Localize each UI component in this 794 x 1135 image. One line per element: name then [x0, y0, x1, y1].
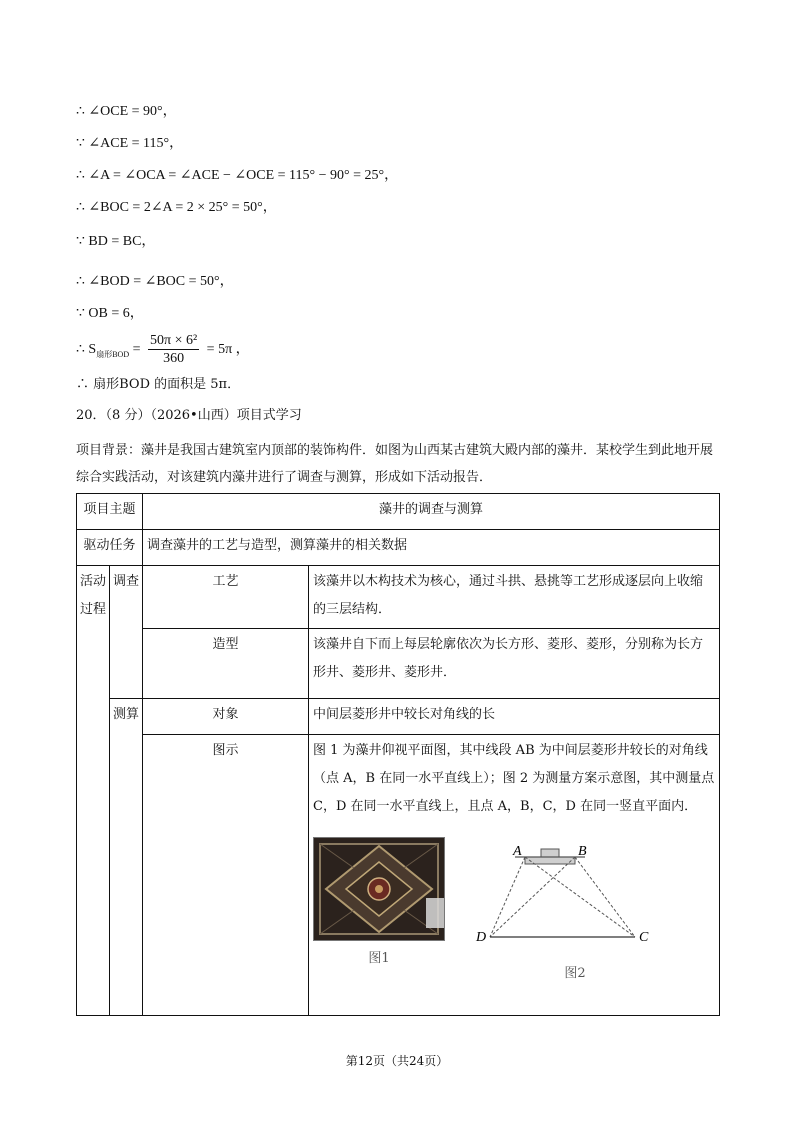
craft-label: 工艺 — [143, 566, 309, 629]
task-label: 驱动任务 — [77, 530, 143, 566]
craft-value: 该藻井以木构技术为核心，通过斗拱、悬挑等工艺形成逐层向上收缩的三层结构． — [309, 566, 720, 629]
figure-1 — [313, 837, 445, 973]
solution-line-1: ∴ ∠OCE = 90°， — [76, 104, 177, 119]
diagram-label: 图示 — [143, 735, 309, 1016]
caisson-photo — [313, 837, 445, 941]
process-label: 活动过程 — [77, 566, 110, 1016]
problem-header: 20．（8 分）（2026•山西）项目式学习 — [76, 408, 302, 423]
figure-2-caption: 图2 — [564, 966, 586, 981]
point-label-c: C — [639, 930, 649, 945]
fraction-numerator: 50π × 6² — [150, 333, 198, 349]
fraction-denominator: 360 — [163, 351, 185, 367]
shape-value: 该藻井自下而上每层轮廓依次为长方形、菱形、菱形，分别称为长方形井、菱形井、菱形井． — [309, 629, 720, 699]
project-background: 项目背景：藻井是我国古建筑室内顶部的装饰构件．如图为山西某古建筑大殿内部的藻井．某校学生到此地开展综合实践活动，对该建筑内藻井进行了调查与测算，形成如下活动报告． — [76, 443, 714, 485]
sector-formula-prefix: ∴ S — [76, 342, 97, 357]
survey-label: 调查 — [110, 566, 143, 699]
task-value: 调查藻井的工艺与造型，测算藻井的相关数据 — [143, 530, 720, 566]
object-value: 中间层菱形井中较长对角线的长 — [309, 699, 720, 735]
sector-formula-subscript: 扇形BOD — [96, 349, 130, 359]
solution-line-5: ∵ BD = BC， — [76, 234, 156, 249]
solution-line-7: ∵ OB = 6， — [76, 306, 144, 321]
diagram-description: 图 1 为藻井仰视平面图，其中线段 AB 为中间层菱形井较长的对角线（点 A，B 在同一水平直线上）；图 2 为测量方案示意图，其中测量点 C，D 在同一水平直线上，且点 A，B，C，D 在同一竖直平面内． — [313, 743, 715, 814]
solution-line-4: ∴ ∠BOC = 2∠A = 2 × 25° = 50°， — [76, 200, 277, 215]
topic-label: 项目主题 — [77, 494, 143, 530]
solution-line-6: ∴ ∠BOD = ∠BOC = 50°， — [76, 274, 234, 289]
sector-formula-result: = 5π ， — [206, 342, 250, 357]
point-label-a: A — [513, 844, 522, 859]
solution-line-3: ∴ ∠A = ∠OCA = ∠ACE − ∠OCE = 115° − 90° = 25°， — [76, 168, 399, 183]
measurement-diagram — [475, 837, 675, 947]
sector-area-formula: ∴ $S_{扇形BOD}$ = $\frac{\text{50π × 6²}}{360}$ = 5π ， — [76, 333, 250, 367]
figures-row — [313, 837, 715, 988]
figure-2 — [475, 837, 675, 988]
point-label-d: D — [476, 930, 487, 945]
activity-report-table — [76, 493, 720, 1016]
object-label: 对象 — [143, 699, 309, 735]
shape-label: 造型 — [143, 629, 309, 699]
diagram-cell — [309, 735, 720, 1016]
point-label-b: B — [578, 844, 587, 859]
topic-value: 藻井的调查与测算 — [143, 494, 720, 530]
solution-line-2: ∵ ∠ACE = 115°， — [76, 136, 184, 151]
sector-conclusion: ∴ 扇形BOD 的面积是 5π． — [76, 377, 241, 392]
measure-label: 测算 — [110, 699, 143, 1016]
sector-fraction — [148, 332, 199, 367]
figure-1-caption: 图1 — [368, 951, 390, 966]
page-footer: 第12页（共24页） — [345, 1054, 449, 1068]
